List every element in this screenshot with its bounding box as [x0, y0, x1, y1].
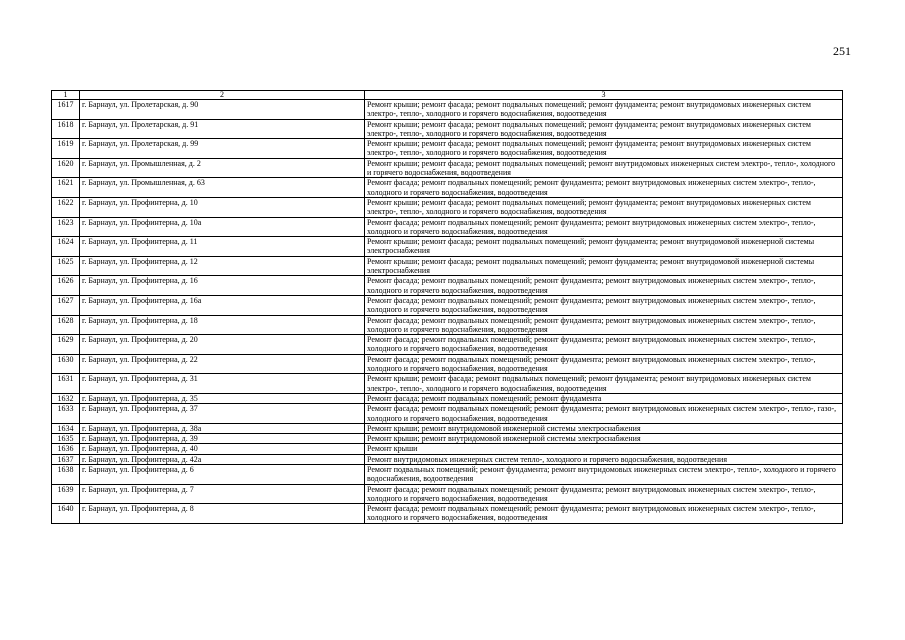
row-number: 1627 [52, 295, 80, 315]
row-address: г. Барнаул, ул. Профинтерна, д. 6 [80, 464, 365, 484]
row-number: 1631 [52, 374, 80, 394]
column-header-address: 2 [80, 91, 365, 100]
row-works: Ремонт крыши; ремонт фасада; ремонт подвальных помещений; ремонт фундамента; ремонт внутридомовых инженерных систем электро-, тепло-, холодного и горячего водоснабжения, водоотведения [365, 197, 843, 217]
table-row [52, 374, 843, 394]
row-number: 1618 [52, 119, 80, 139]
row-number: 1639 [52, 484, 80, 504]
row-works: Ремонт крыши; ремонт фасада; ремонт подвальных помещений; ремонт фундамента; ремонт внутридомовых инженерных систем электро-, тепло-, холодного и горячего водоснабжения, водоотведения [365, 139, 843, 159]
table-row [52, 217, 843, 237]
table-row [52, 454, 843, 464]
table-row [52, 354, 843, 374]
row-works: Ремонт фасада; ремонт подвальных помещений; ремонт фундамента; ремонт внутридомовых инженерных систем электро-, тепло-, холодного и горячего водоснабжения, водоотведения [365, 504, 843, 524]
header-row [52, 91, 843, 100]
row-address: г. Барнаул, ул. Пролетарская, д. 91 [80, 119, 365, 139]
row-address: г. Барнаул, ул. Профинтерна, д. 37 [80, 404, 365, 424]
row-address: г. Барнаул, ул. Профинтерна, д. 39 [80, 434, 365, 444]
row-address: г. Барнаул, ул. Профинтерна, д. 12 [80, 256, 365, 276]
row-number: 1619 [52, 139, 80, 159]
works-table [51, 90, 843, 524]
row-works: Ремонт фасада; ремонт подвальных помещений; ремонт фундамента; ремонт внутридомовых инженерных систем электро-, тепло-, холодного и горячего водоснабжения, водоотведения [365, 335, 843, 355]
row-address: г. Барнаул, ул. Профинтерна, д. 8 [80, 504, 365, 524]
table-row [52, 444, 843, 454]
table-body [52, 100, 843, 524]
row-address: г. Барнаул, ул. Профинтерна, д. 7 [80, 484, 365, 504]
row-number: 1638 [52, 464, 80, 484]
row-number: 1617 [52, 100, 80, 120]
row-works: Ремонт подвальных помещений; ремонт фундамента; ремонт внутридомовых инженерных систем электро-, тепло-, холодного и горячего водоснабжения, водоотведения [365, 464, 843, 484]
row-address: г. Барнаул, ул. Профинтерна, д. 16 [80, 276, 365, 296]
table-row [52, 315, 843, 335]
row-works: Ремонт фасада; ремонт подвальных помещений; ремонт фундамента; ремонт внутридомовых инженерных систем электро-, тепло-, холодного и горячего водоснабжения, водоотведения [365, 315, 843, 335]
row-works: Ремонт крыши; ремонт фасада; ремонт подвальных помещений; ремонт фундамента; ремонт внутридомовых инженерных систем электро-, тепло-, холодного и горячего водоснабжения, водоотведения [365, 374, 843, 394]
row-number: 1623 [52, 217, 80, 237]
row-address: г. Барнаул, ул. Профинтерна, д. 10а [80, 217, 365, 237]
row-address: г. Барнаул, ул. Промышленная, д. 63 [80, 178, 365, 198]
row-address: г. Барнаул, ул. Профинтерна, д. 35 [80, 393, 365, 403]
column-header-works: 3 [365, 91, 843, 100]
table-row [52, 256, 843, 276]
row-works: Ремонт внутридомовых инженерных систем тепло-, холодного и горячего водоснабжения, водоотведения [365, 454, 843, 464]
table-row [52, 197, 843, 217]
row-works: Ремонт крыши; ремонт внутридомовой инженерной системы электроснабжения [365, 423, 843, 433]
row-works: Ремонт фасада; ремонт подвальных помещений; ремонт фундамента; ремонт внутридомовых инженерных систем электро-, тепло-, холодного и горячего водоснабжения, водоотведения [365, 276, 843, 296]
row-address: г. Барнаул, ул. Профинтерна, д. 40 [80, 444, 365, 454]
table-row [52, 178, 843, 198]
row-address: г. Барнаул, ул. Промышленная, д. 2 [80, 158, 365, 178]
column-header-number: 1 [52, 91, 80, 100]
table-row [52, 119, 843, 139]
table-row [52, 434, 843, 444]
row-works: Ремонт крыши; ремонт фасада; ремонт подвальных помещений; ремонт внутридомовых инженерных систем электро-, тепло-, холодного и горячего водоснабжения, водоотведения [365, 158, 843, 178]
table-row [52, 484, 843, 504]
table-row [52, 139, 843, 159]
table-row [52, 335, 843, 355]
row-address: г. Барнаул, ул. Профинтерна, д. 18 [80, 315, 365, 335]
row-works: Ремонт крыши; ремонт фасада; ремонт подвальных помещений; ремонт фундамента; ремонт внутридомовой инженерной системы электроснабжения [365, 237, 843, 257]
row-address: г. Барнаул, ул. Профинтерна, д. 11 [80, 237, 365, 257]
table-row [52, 237, 843, 257]
row-number: 1621 [52, 178, 80, 198]
row-number: 1636 [52, 444, 80, 454]
row-address: г. Барнаул, ул. Пролетарская, д. 90 [80, 100, 365, 120]
row-number: 1620 [52, 158, 80, 178]
table-row [52, 276, 843, 296]
row-works: Ремонт фасада; ремонт подвальных помещений; ремонт фундамента; ремонт внутридомовых инженерных систем электро-, тепло-, холодного и горячего водоснабжения, водоотведения [365, 295, 843, 315]
row-number: 1626 [52, 276, 80, 296]
table-header [52, 91, 843, 100]
row-number: 1624 [52, 237, 80, 257]
row-number: 1635 [52, 434, 80, 444]
row-address: г. Барнаул, ул. Профинтерна, д. 31 [80, 374, 365, 394]
row-address: г. Барнаул, ул. Профинтерна, д. 16а [80, 295, 365, 315]
row-number: 1622 [52, 197, 80, 217]
row-address: г. Барнаул, ул. Профинтерна, д. 22 [80, 354, 365, 374]
table-row [52, 295, 843, 315]
row-number: 1634 [52, 423, 80, 433]
row-works: Ремонт фасада; ремонт подвальных помещений; ремонт фундамента; ремонт внутридомовых инженерных систем электро-, тепло-, холодного и горячего водоснабжения, водоотведения [365, 178, 843, 198]
table-row [52, 504, 843, 524]
row-address: г. Барнаул, ул. Профинтерна, д. 20 [80, 335, 365, 355]
row-number: 1630 [52, 354, 80, 374]
row-number: 1629 [52, 335, 80, 355]
table-row [52, 393, 843, 403]
row-works: Ремонт крыши; ремонт фасада; ремонт подвальных помещений; ремонт фундамента; ремонт внутридомовых инженерных систем электро-, тепло-, холодного и горячего водоснабжения, водоотведения [365, 100, 843, 120]
row-address: г. Барнаул, ул. Пролетарская, д. 99 [80, 139, 365, 159]
page-number: 251 [833, 44, 851, 58]
row-works: Ремонт фасада; ремонт подвальных помещений; ремонт фундамента; ремонт внутридомовых инженерных систем электро-, тепло-, холодного и горячего водоснабжения, водоотведения [365, 354, 843, 374]
row-number: 1628 [52, 315, 80, 335]
row-number: 1625 [52, 256, 80, 276]
row-address: г. Барнаул, ул. Профинтерна, д. 38а [80, 423, 365, 433]
table-row [52, 158, 843, 178]
table-row [52, 404, 843, 424]
row-number: 1632 [52, 393, 80, 403]
table-row [52, 423, 843, 433]
row-number: 1637 [52, 454, 80, 464]
row-works: Ремонт крыши; ремонт фасада; ремонт подвальных помещений; ремонт фундамента; ремонт внутридомовых инженерных систем электро-, тепло-, холодного и горячего водоснабжения, водоотведения [365, 119, 843, 139]
row-address: г. Барнаул, ул. Профинтерна, д. 10 [80, 197, 365, 217]
row-works: Ремонт крыши; ремонт фасада; ремонт подвальных помещений; ремонт фундамента; ремонт внутридомовой инженерной системы электроснабжения [365, 256, 843, 276]
row-number: 1640 [52, 504, 80, 524]
table-row [52, 464, 843, 484]
row-number: 1633 [52, 404, 80, 424]
row-works: Ремонт фасада; ремонт подвальных помещений; ремонт фундамента; ремонт внутридомовых инженерных систем электро-, тепло-, холодного и горячего водоснабжения, водоотведения [365, 484, 843, 504]
row-works: Ремонт крыши; ремонт внутридомовой инженерной системы электроснабжения [365, 434, 843, 444]
row-works: Ремонт фасада; ремонт подвальных помещений; ремонт фундамента; ремонт внутридомовых инженерных систем электро-, тепло-, газо-, холодного и горячего водоснабжения, водоотведения [365, 404, 843, 424]
row-works: Ремонт фасада; ремонт подвальных помещений; ремонт фундамента [365, 393, 843, 403]
row-works: Ремонт фасада; ремонт подвальных помещений; ремонт фундамента; ремонт внутридомовых инженерных систем электро-, тепло-, холодного и горячего водоснабжения, водоотведения [365, 217, 843, 237]
row-works: Ремонт крыши [365, 444, 843, 454]
row-address: г. Барнаул, ул. Профинтерна, д. 42а [80, 454, 365, 464]
table-row [52, 100, 843, 120]
